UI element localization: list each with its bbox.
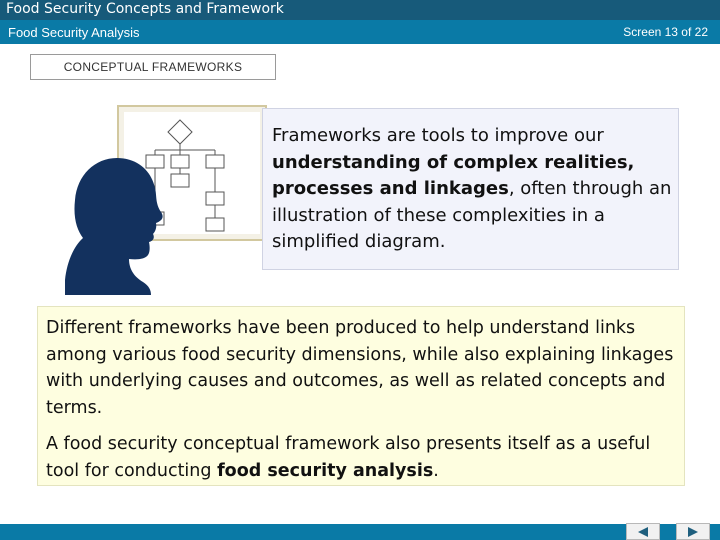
body-paragraph-2 (46, 431, 676, 484)
person-silhouette (65, 158, 163, 295)
body-paragraph-2-emphasis: food security analysis (217, 460, 434, 481)
intro-text-end: , often through an illustration of these complexities in a simplified diagram. (272, 178, 672, 252)
intro-text-box (262, 108, 679, 270)
intro-text-start: Frameworks are tools to improve our (272, 125, 604, 146)
section-label-text: CONCEPTUAL FRAMEWORKS (63, 60, 243, 74)
header-bar (0, 20, 720, 44)
previous-button[interactable] (626, 523, 660, 540)
next-button[interactable] (676, 523, 710, 540)
screen-counter: Screen 13 of 22 (623, 25, 708, 39)
section-label (30, 54, 276, 80)
footer-bar (0, 524, 720, 540)
intro-text (272, 123, 674, 256)
triangle-right-icon (686, 526, 700, 538)
app-title: Food Security Concepts and Framework (6, 1, 284, 17)
intro-text-emphasis: understanding of complex realities, processes and linkages (272, 151, 635, 199)
body-paragraph-2-start: A food security conceptual framework also presents itself as a useful tool for conducting (46, 434, 651, 481)
triangle-left-icon (636, 526, 650, 538)
body-paragraph-2-end: . (433, 460, 439, 481)
module-title: Food Security Analysis (8, 25, 140, 40)
body-text-box (37, 306, 685, 486)
body-paragraph-1: Different frameworks have been produced to help understand links among various food security dimensions, while also explaining linkages with underlying causes and outcomes, as well as related concepts and terms. (46, 318, 674, 418)
app-title-bar (0, 0, 720, 20)
person-viewing-flowchart-icon (55, 100, 275, 295)
